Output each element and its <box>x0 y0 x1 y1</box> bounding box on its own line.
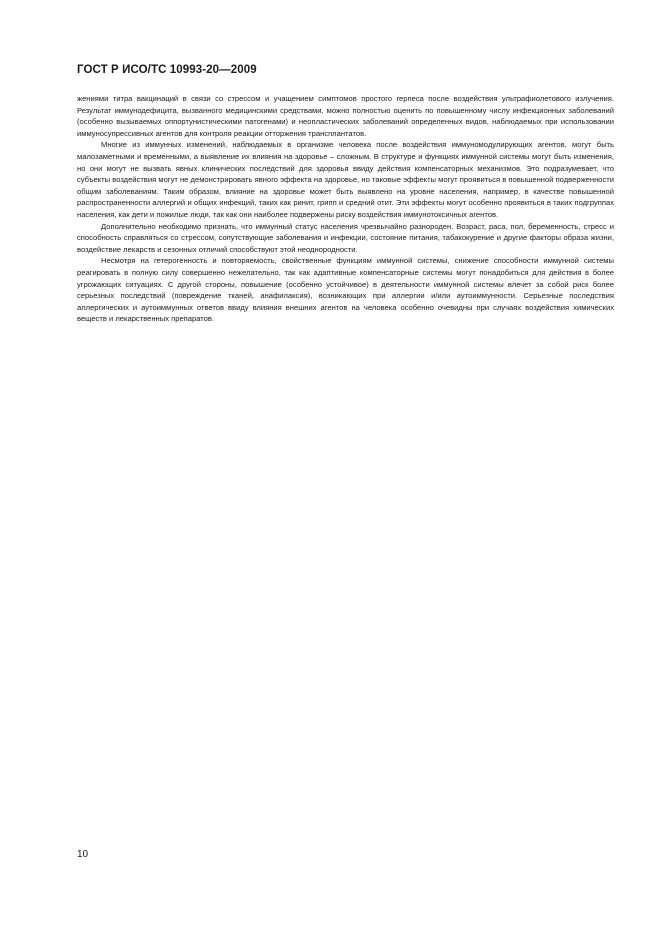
paragraph-continuation: жениями титра вакцинаций в связи со стрессом и учащением симптомов простого герпеса после воздействия ультрафиолетового излучения. Результат иммунодефицита, вызванного медицинскими средствами, можно полностью оценить по повышенному числу инфекционных заболеваний (особенно вызываемых оппортунистическими патогенами) и неопластических заболеваний определенных видов, наблюдаемых при использовании иммуносупрессивных агентов для контроля реакции отторжения трансплантатов. <box>77 94 614 138</box>
document-header: ГОСТ Р ИСО/ТС 10993-20—2009 <box>77 64 257 76</box>
page-number: 10 <box>77 849 89 860</box>
paragraph-immune-changes: Многие из иммунных изменений, наблюдаемых в организме человека после воздействия иммуномодулирующих агентов, могут быть малозаметными и временными, а выявление их влияния на здоровье – сложным. В структуре и функциях иммунной системы могут быть изменения, но они могут не вызвать явных клинических последствий для здоровья ввиду действия компенсаторных механизмов. Это подразумевает, что субъекты воздействия могут не демонстрировать явного эффекта на здоровье, но таковые эффекты могут проявиться в повышенной подверженности общим заболеваниям. Таким образом, влияние на здоровье может быть выявлено на уровне населения, например, в качестве повышенной распространенности аллергий и общих инфекций, таких как ринит, грипп и средний отит. Эти эффекты могут особенно проявиться в таких подгруппах населения, как дети и пожилые люди, так как они наиболее подвержены риску воздействия иммунотоксичных агентов. <box>77 140 614 219</box>
paragraph-consequences: Несмотря на гетерогенность и повторяемость, свойственные функциям иммунной системы, снижение способности иммунной системы реагировать в полную силу совершенно нежелательно, так как адаптивные компенсаторные системы могут понадобиться для действия в более угрожающих ситуациях. С другой стороны, повышение (особенно устойчивое) в деятельности иммунной системы влечет за собой риск более серьезных последствий (повреждение тканей, анафилаксия), возникающих при аллергии и/или аутоиммунности. Серьезные последствия аллергических и аутоиммунных ответов ввиду влияния внешних агентов на человека особенно очевидны при случаях воздействия химических веществ и лекарственных препаратов. <box>77 256 614 324</box>
document-body <box>77 93 614 325</box>
paragraph-heterogeneity: Дополнительно необходимо признать, что иммунный статус населения чрезвычайно разнороден. Возраст, раса, пол, беременность, стресс и способность справляться со стрессом, сопутствующие заболевания и инфекции, состояние питания, табакокурение и другие факторы образа жизни, воздействие лекарств и сезонных отличий способствуют этой неоднородности. <box>77 221 614 254</box>
